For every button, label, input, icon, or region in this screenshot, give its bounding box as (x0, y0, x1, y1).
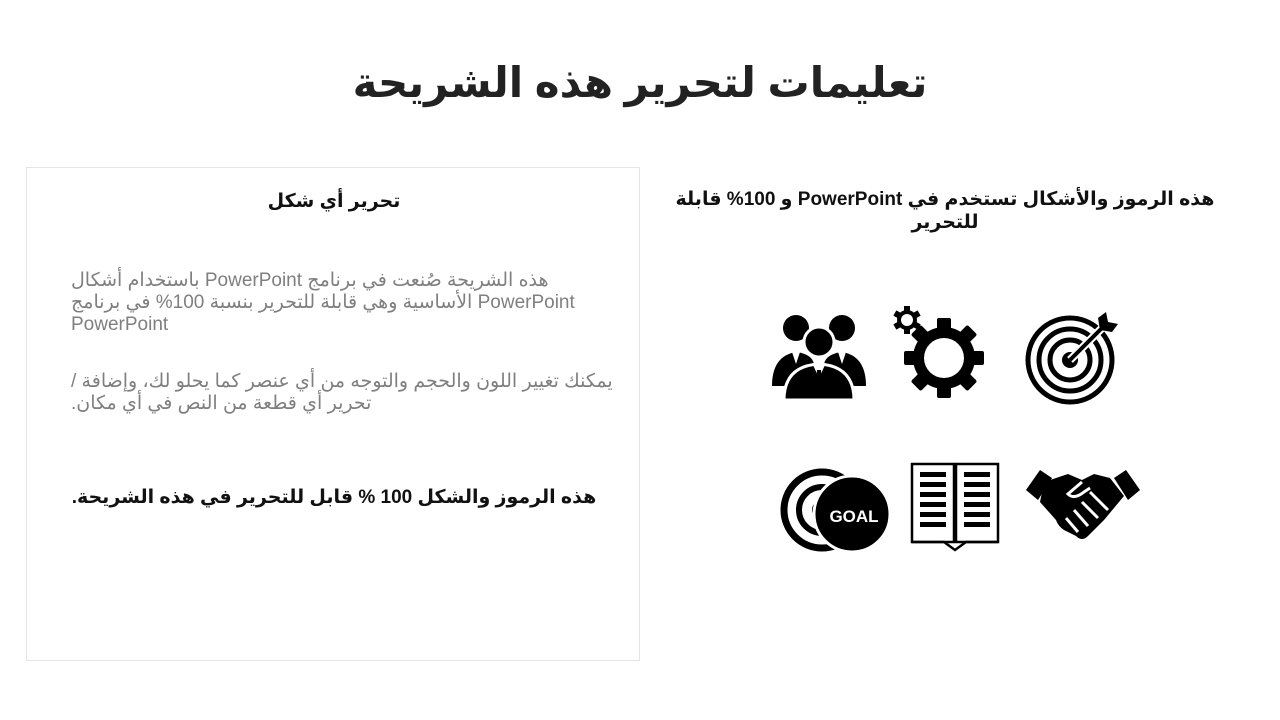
team-icon (770, 308, 868, 402)
book-icon (906, 458, 1004, 552)
instruction-paragraph-2: يمكنك تغيير اللون والحجم والتوجه من أي عنصر كما يحلو لك، وإضافة / تحرير أي قطعة من النص في أي مكان. (71, 371, 613, 414)
slide-title: تعليمات لتحرير هذه الشريحة (352, 59, 928, 106)
target-icon (1024, 312, 1120, 406)
instruction-panel (26, 167, 640, 661)
goal-label: GOAL (829, 507, 879, 526)
icons-heading: هذه الرموز والأشكال تستخدم في PowerPoint و 100% قابلة للتحرير (675, 189, 1215, 233)
panel-heading: تحرير أي شكل (267, 191, 401, 212)
handshake-icon (1024, 468, 1142, 544)
panel-footer-note: هذه الرموز والشكل 100 % قابل للتحرير في هذه الشريحة. (71, 487, 597, 508)
goal-icon (778, 466, 892, 554)
gear-icon (892, 306, 988, 400)
instruction-paragraph-1: هذه الشريحة صُنعت في برنامج PowerPoint باستخدام أشكال PowerPoint الأساسية وهي قابلة للتحرير بنسبة 100% في برنامج PowerPoint (71, 270, 575, 335)
